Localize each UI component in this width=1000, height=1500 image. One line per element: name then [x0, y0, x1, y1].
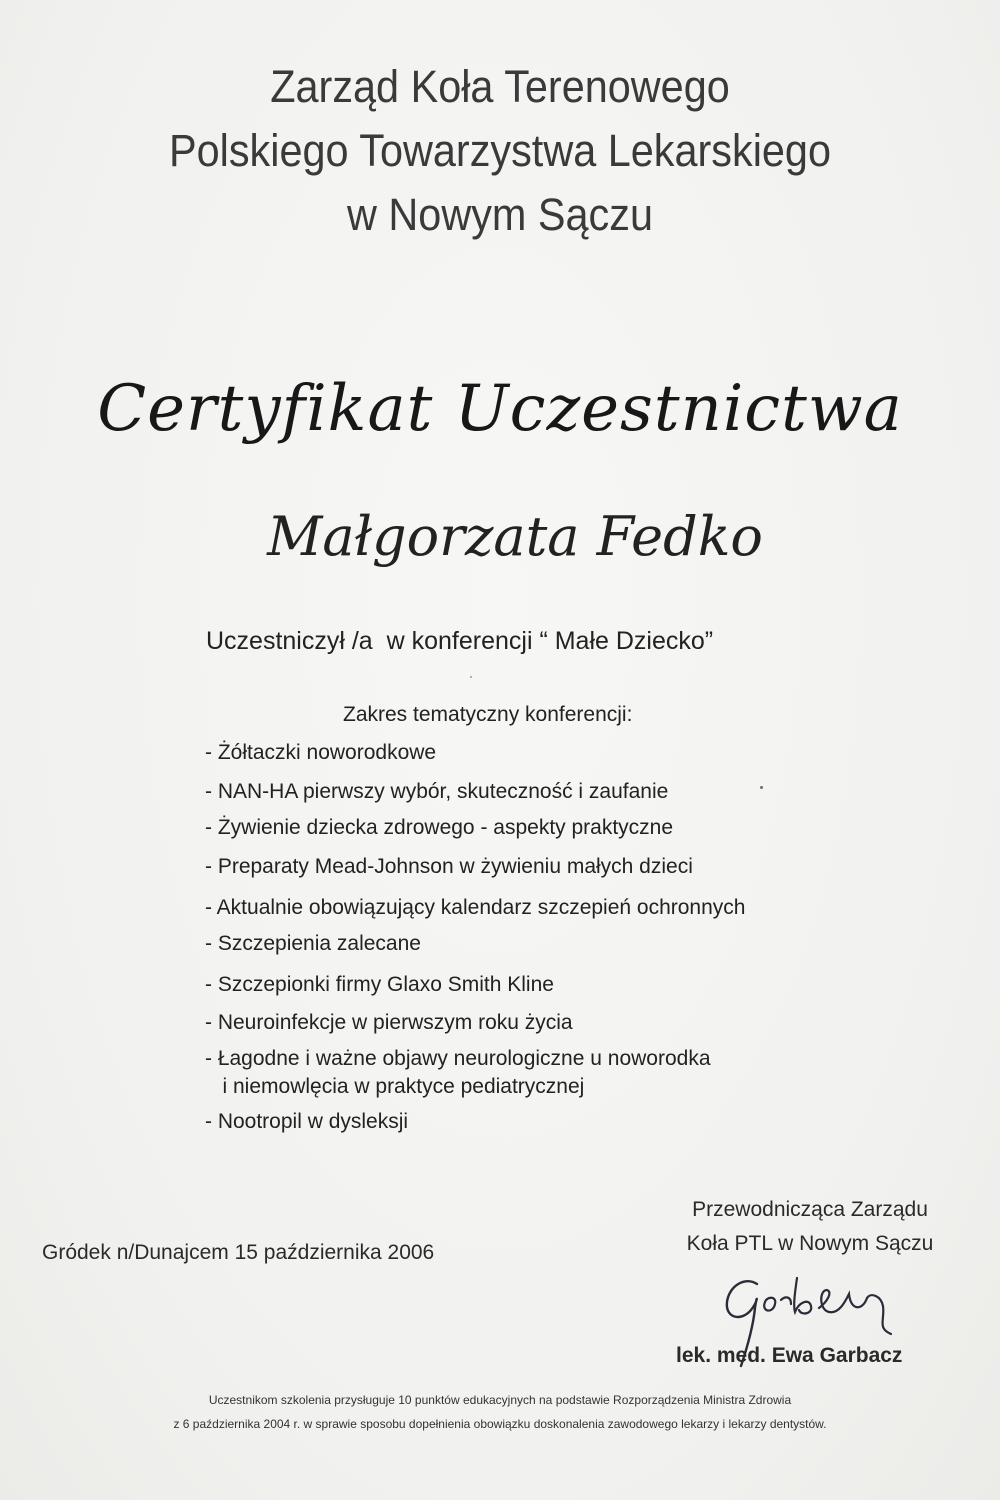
place-and-date: Gródek n/Dunajcem 15 października 2006 — [42, 1241, 435, 1264]
topic-item: - Nootropil w dysleksji — [205, 1110, 409, 1133]
issuer-line-2: Polskiego Towarzystwa Lekarskiego — [169, 125, 831, 176]
topic-item: - Szczepienia zalecane — [205, 932, 421, 955]
recipient-name: Małgorzata Fedko — [267, 505, 763, 568]
chair-line-1: Przewodnicząca Zarządu — [692, 1198, 928, 1221]
footnote-line-1: Uczestnikom szkolenia przysługuje 10 punktów edukacyjnych na podstawie Rozporządzenia Ministra Zdrowia — [208, 1393, 792, 1407]
topic-item: - Łagodne i ważne objawy neurologiczne u noworodka — [205, 1047, 711, 1070]
chair-title — [650, 1193, 970, 1261]
participation-statement: Uczestniczył /a w konferencji “ Małe Dziecko” — [206, 627, 714, 655]
topic-item: - NAN-HA pierwszy wybór, skuteczność i zaufanie — [205, 780, 669, 803]
footnote-line-2: z 6 października 2004 r. w sprawie sposobu dopełnienia obowiązku doskonalenia zawodowego lekarzy i lekarzy dentystów. — [173, 1417, 827, 1431]
topic-item: - Żółtaczki noworodkowe — [205, 741, 437, 764]
paper-speck — [470, 676, 472, 678]
issuer-header — [40, 55, 960, 247]
signer-name: lek. med. Ewa Garbacz — [676, 1344, 903, 1367]
certificate-title: Certyfikat Uczestnictwa — [97, 372, 903, 446]
topics-list — [205, 740, 745, 1134]
footnote — [0, 1388, 1000, 1436]
scope-heading: Zakres tematyczny konferencji: — [343, 703, 633, 726]
issuer-line-3: w Nowym Sączu — [347, 189, 653, 240]
topic-item: - Preparaty Mead-Johnson w żywieniu małych dzieci — [205, 855, 693, 878]
topic-item: i niemowlęcia w praktyce pediatrycznej — [205, 1075, 585, 1098]
chair-line-2: Koła PTL w Nowym Sączu — [686, 1232, 934, 1255]
issuer-line-1: Zarząd Koła Terenowego — [270, 61, 730, 112]
paper-speck — [760, 786, 763, 789]
topic-item: - Neuroinfekcje w pierwszym roku życia — [205, 1011, 573, 1034]
topic-item: - Szczepionki firmy Glaxo Smith Kline — [205, 973, 554, 996]
topic-item: - Żywienie dziecka zdrowego - aspekty praktyczne — [205, 816, 674, 839]
topic-item: - Aktualnie obowiązujący kalendarz szczepień ochronnych — [205, 896, 746, 919]
